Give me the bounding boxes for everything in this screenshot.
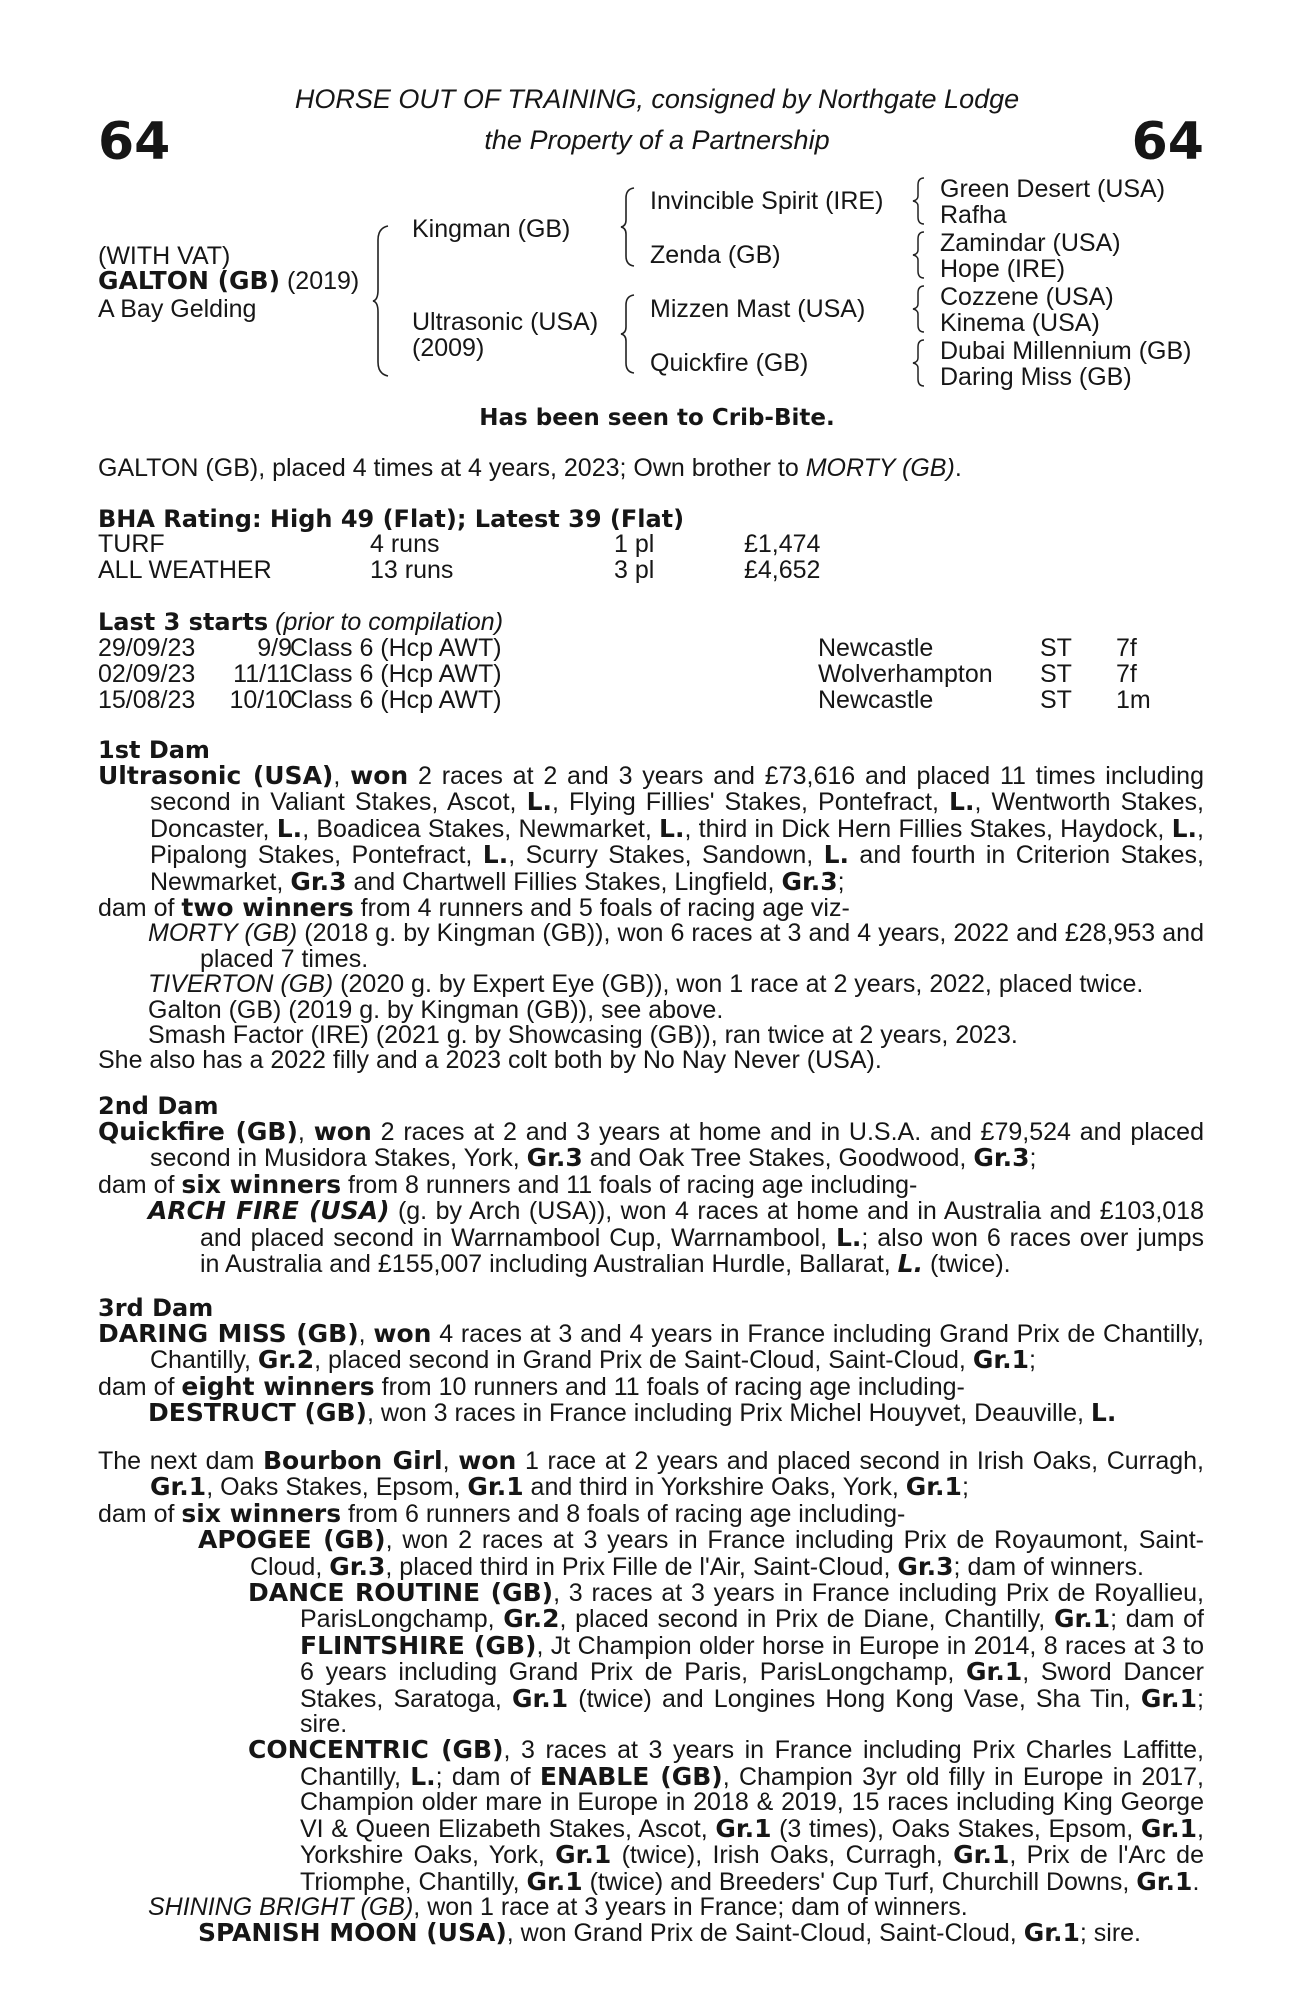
property-line: the Property of a Partnership [484,125,830,155]
produce-dance-routine: DANCE ROUTINE (GB), 3 races at 3 years in France including Prix de Royallieu, ParisLongchamp, Gr.2, placed second in Prix de Diane, Chantilly, Gr.1; dam of FLINTSHIRE (GB), Jt Champion older horse in Europe in 2014, 8 races at 3 to 6 years including Grand Prix de Paris, ParisLongchamp, Gr.1, Sword Dancer Stakes, Saratoga, Gr.1 (twice) and Longines Hong Kong Vase, Sha Tin, Gr.1; sire. [248,1578,1205,1739]
start-distance: 7f [1116,634,1137,662]
produce-note: She also has a 2022 filly and a 2023 colt both by No Nay Never (USA). [98,1046,882,1075]
starts-subheading: (prior to compilation) [275,608,504,636]
produce-apogee: APOGEE (GB), won 2 races at 3 years in France including Prix de Royaumont, Saint-Cloud, Gr.3, placed third in Prix Fille de l'Air, Saint-Cloud, Gr.3; dam of winners. [198,1525,1205,1581]
sire-dam: Zenda (GB) [650,241,781,269]
start-distance: 1m [1116,686,1151,714]
start-date: 15/08/23 [98,686,196,714]
start-going: ST [1040,686,1072,714]
dam-dam: Quickfire (GB) [650,349,809,377]
third-dam-produce-intro: dam of eight winners from 10 runners and 11 foals of racing age including- [98,1371,965,1401]
next-dam-produce-intro: dam of six winners from 6 runners and 8 foals of racing age including- [98,1498,906,1528]
horse-description: A Bay Gelding [98,295,257,323]
produce-tiverton: TIVERTON (GB) (2020 g. by Expert Eye (GB)), won 1 race at 2 years, 2022, placed twice. [148,970,1144,999]
start-course: Wolverhampton [818,660,993,688]
rating-placed: 3 pl [614,556,655,584]
third-dam-record: DARING MISS (GB), won 4 races at 3 and 4 years in France including Grand Prix de Chantilly, Chantilly, Gr.2, placed second in Grand Prix de Saint-Cloud, Saint-Cloud, Gr.1; [98,1319,1204,1375]
first-dam-produce-intro: dam of two winners from 4 runners and 5 foals of racing age viz- [98,893,850,923]
third-dam-body [98,1321,1204,1427]
start-position: 9/9 [257,634,292,662]
sire-sire: Invincible Spirit (IRE) [650,187,884,215]
starts-heading: Last 3 starts [98,608,269,636]
dam-sire: Mizzen Mast (USA) [650,295,866,323]
first-dam-heading: 1st Dam [98,736,210,764]
rating-runs: 4 runs [370,530,440,558]
ancestor-6: Kinema (USA) [940,309,1100,337]
starts-title [98,610,503,635]
summary-text: GALTON (GB), placed 4 times at 4 years, 2023; Own brother to [98,454,806,482]
rating-title: BHA Rating: High 49 (Flat); Latest 39 (Flat) [98,505,685,533]
sire: Kingman (GB) [412,215,571,243]
produce-arch-fire: ARCH FIRE (USA) (g. by Arch (USA)), won 4 races at home and in Australia and £103,018 and placed second in Warrnambool Cup, Warrnambool, L.; also won 6 races over jumps in Australia and £155,007 including Australian Hurdle, Ballarat, L. (twice). [148,1196,1204,1279]
consignment-line: HORSE OUT OF TRAINING, consigned by Northgate Lodge [294,84,1020,114]
crib-bite-note: Has been seen to Crib-Bite. [479,405,835,431]
start-date: 29/09/23 [98,634,196,662]
rating-runs: 13 runs [370,556,454,584]
produce-smash-factor: Smash Factor (IRE) (2021 g. by Showcasing (GB)), ran twice at 2 years, 2023. [148,1021,1018,1050]
rating-surface: TURF [98,530,165,558]
third-dam-heading: 3rd Dam [98,1294,214,1322]
start-going: ST [1040,634,1072,662]
summary-line [98,456,962,481]
ancestor-7: Dubai Millennium (GB) [940,337,1192,365]
produce-shining-bright: SHINING BRIGHT (GB), won 1 race at 3 years in France; dam of winners. [148,1892,968,1921]
lot-number-right: 64 [1131,112,1204,172]
horse-year: (2019) [286,267,360,295]
ancestor-3: Zamindar (USA) [940,229,1121,257]
produce-morty: MORTY (GB) (2018 g. by Kingman (GB)), won 6 races at 3 and 4 years, 2022 and £28,953 and placed 7 times. [148,919,1204,973]
start-position: 11/11 [233,660,292,688]
next-dam-record: The next dam Bourbon Girl, won 1 race at 2 years and placed second in Irish Oaks, Curragh, Gr.1, Oaks Stakes, Epsom, Gr.1 and third in Yorkshire Oaks, York, Gr.1; [98,1446,1204,1502]
second-dam-body [98,1119,1204,1277]
lot-number-left: 64 [98,112,171,172]
pedigree-brace-sire [620,186,636,268]
horse-name: GALTON (GB) [98,266,281,295]
ancestor-2: Rafha [940,201,1007,229]
start-going: ST [1040,660,1072,688]
rating-earnings: £1,474 [744,530,821,558]
vat-note: (WITH VAT) [98,242,231,270]
produce-galton: Galton (GB) (2019 g. by Kingman (GB)), see above. [148,995,724,1024]
summary-brother: MORTY (GB) [805,454,955,482]
pedigree-brace-3b [912,230,926,280]
ancestor-8: Daring Miss (GB) [940,363,1132,391]
start-class: Class 6 (Hcp AWT) [290,686,502,714]
dam: Ultrasonic (USA) [412,308,599,336]
rating-placed: 1 pl [614,530,655,558]
pedigree-brace-main [372,224,390,378]
ancestor-5: Cozzene (USA) [940,283,1114,311]
produce-spanish-moon: SPANISH MOON (USA), won Grand Prix de Saint-Cloud, Saint-Cloud, Gr.1; sire. [198,1918,1141,1948]
next-dam-body [98,1448,1204,1947]
horse-title [98,268,359,294]
ancestor-1: Green Desert (USA) [940,175,1166,203]
pedigree-brace-3c [912,284,926,334]
dam-year: (2009) [412,334,485,362]
start-course: Newcastle [818,686,934,714]
first-dam-body [98,763,1204,1074]
start-distance: 7f [1116,660,1137,688]
rating-earnings: £4,652 [744,556,821,584]
start-class: Class 6 (Hcp AWT) [290,634,502,662]
ancestor-4: Hope (IRE) [940,255,1066,283]
second-dam-produce-intro: dam of six winners from 8 runners and 11 foals of racing age including- [98,1169,918,1199]
summary-end: . [954,454,962,482]
pedigree-brace-3d [912,338,926,388]
rating-surface: ALL WEATHER [98,556,272,584]
second-dam-record: Quickfire (GB), won 2 races at 2 and 3 years at home and in U.S.A. and £79,524 and placed second in Musidora Stakes, York, Gr.3 and Oak Tree Stakes, Goodwood, Gr.3; [98,1117,1204,1173]
produce-concentric: CONCENTRIC (GB), 3 races at 3 years in France including Prix Charles Laffitte, Chantilly, L.; dam of ENABLE (GB), Champion 3yr old filly in Europe in 2017, Champion older mare in Europe in 2018 & 2019, 15 races including King George VI & Queen Elizabeth Stakes, Ascot, Gr.1 (3 times), Oaks Stakes, Epsom, Gr.1, Yorkshire Oaks, York, Gr.1 (twice), Irish Oaks, Curragh, Gr.1, Prix de l'Arc de Triomphe, Chantilly, Gr.1 (twice) and Breeders' Cup Turf, Churchill Downs, Gr.1. [248,1735,1204,1896]
produce-destruct: DESTRUCT (GB), won 3 races in France including Prix Michel Houyvet, Deauville, L. [148,1398,1117,1428]
pedigree-brace-3a [912,176,926,226]
first-dam-record: Ultrasonic (USA), won 2 races at 2 and 3 years and £73,616 and placed 11 times including second in Valiant Stakes, Ascot, L., Flying Fillies' Stakes, Pontefract, L., Wentworth Stakes, Doncaster, L., Boadicea Stakes, Newmarket, L., third in Dick Hern Fillies Stakes, Haydock, L., Pipalong Stakes, Pontefract, L., Scurry Stakes, Sandown, L. and fourth in Criterion Stakes, Newmarket, Gr.3 and Chartwell Fillies Stakes, Lingfield, Gr.3; [98,761,1204,896]
second-dam-heading: 2nd Dam [98,1092,219,1120]
start-date: 02/09/23 [98,660,196,688]
start-class: Class 6 (Hcp AWT) [290,660,502,688]
pedigree-brace-dam [620,293,636,375]
start-position: 10/10 [229,686,292,714]
start-course: Newcastle [818,634,934,662]
